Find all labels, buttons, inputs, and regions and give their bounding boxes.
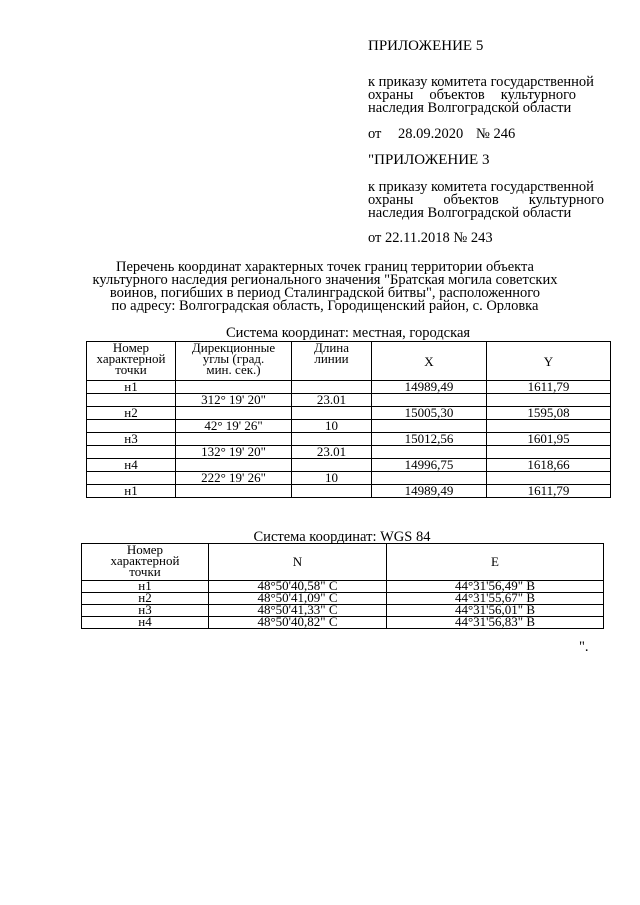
table-row — [87, 459, 611, 472]
document-title-line-4: по адресу: Волгоградская область, Городищенский район, с. Орловка — [111, 298, 539, 314]
appendix-5-number: № 246 — [476, 126, 516, 142]
table-header-row — [87, 342, 611, 381]
point-e: 44°31'56,83" В — [387, 617, 604, 629]
point-x: 14996,75 — [372, 459, 487, 472]
segment-length: 23.01 — [292, 446, 372, 459]
table-row — [87, 381, 611, 394]
header-e: E — [387, 544, 604, 581]
header-point-number: Номер характерной точки — [82, 544, 209, 581]
table-header-row — [82, 544, 604, 581]
point-y: 1601,95 — [487, 433, 611, 446]
point-x: 15012,56 — [372, 433, 487, 446]
appendix-5-line-2: охраны объектов культурного — [368, 87, 576, 103]
segment-angle: 42° 19' 26" — [176, 420, 292, 433]
point-y: 1611,79 — [487, 485, 611, 498]
wgs84-coordinates-table — [81, 543, 604, 629]
table-row — [87, 407, 611, 420]
appendix-3-date-line: от 22.11.2018 № 243 — [368, 230, 493, 246]
point-name: н2 — [87, 407, 176, 420]
table-1-caption: Система координат: местная, городская — [225, 325, 471, 341]
segment-length: 10 — [292, 472, 372, 485]
header-direction-angles: Дирекционные углы (град. мин. сек.) — [176, 342, 292, 381]
header-n: N — [209, 544, 387, 581]
header-line-length: Длина линии — [292, 342, 372, 381]
point-name: н4 — [87, 459, 176, 472]
point-x: 14989,49 — [372, 485, 487, 498]
appendix-5-line-3: наследия Волгоградской области — [368, 100, 572, 116]
header-point-number: Номер характерной точки — [87, 342, 176, 381]
document-title-line-2: культурного наследия регионального значения "Братская могила советских — [92, 272, 558, 288]
header-x: X — [372, 342, 487, 381]
table-2-caption: Система координат: WGS 84 — [253, 529, 431, 545]
point-e: 44°31'56,49" В — [387, 581, 604, 593]
segment-angle: 132° 19' 20" — [176, 446, 292, 459]
point-name: н2 — [82, 593, 209, 605]
document-title-line-1: Перечень координат характерных точек границ территории объекта — [116, 259, 534, 275]
point-n: 48°50'41,09" С — [209, 593, 387, 605]
point-x: 15005,30 — [372, 407, 487, 420]
point-y: 1611,79 — [487, 381, 611, 394]
segment-angle: 312° 19' 20" — [176, 394, 292, 407]
segment-length: 23.01 — [292, 394, 372, 407]
appendix-5-date: 28.09.2020 — [398, 126, 464, 142]
point-x: 14989,49 — [372, 381, 487, 394]
point-n: 48°50'40,82" С — [209, 617, 387, 629]
document-title-line-3: воинов, погибших в период Сталинградской битвы", расположенного — [109, 285, 541, 301]
appendix-5-line-1: к приказу комитета государственной — [368, 74, 594, 90]
point-y: 1595,08 — [487, 407, 611, 420]
point-n: 48°50'41,33" С — [209, 605, 387, 617]
segment-length: 10 — [292, 420, 372, 433]
appendix-5-from-label: от — [368, 126, 382, 142]
point-name: н1 — [82, 581, 209, 593]
table-row — [87, 485, 611, 498]
closing-quote-mark: ". — [579, 639, 589, 655]
point-n: 48°50'40,58" С — [209, 581, 387, 593]
appendix-5-title: ПРИЛОЖЕНИЕ 5 — [368, 38, 484, 54]
point-e: 44°31'56,01" В — [387, 605, 604, 617]
segment-angle: 222° 19' 26" — [176, 472, 292, 485]
point-name: н3 — [82, 605, 209, 617]
point-e: 44°31'55,67" В — [387, 593, 604, 605]
header-y: Y — [487, 342, 611, 381]
point-name: н3 — [87, 433, 176, 446]
point-name: н4 — [82, 617, 209, 629]
local-coordinates-table — [86, 341, 611, 498]
table-row — [82, 617, 604, 629]
table-row — [87, 433, 611, 446]
appendix-3-title: "ПРИЛОЖЕНИЕ 3 — [368, 152, 490, 168]
point-name: н1 — [87, 381, 176, 394]
point-y: 1618,66 — [487, 459, 611, 472]
point-name: н1 — [87, 485, 176, 498]
appendix-3-line-2: охраны объектов культурного — [368, 192, 604, 208]
appendix-3-line-1: к приказу комитета государственной — [368, 179, 594, 195]
appendix-3-line-3: наследия Волгоградской области — [368, 205, 572, 221]
